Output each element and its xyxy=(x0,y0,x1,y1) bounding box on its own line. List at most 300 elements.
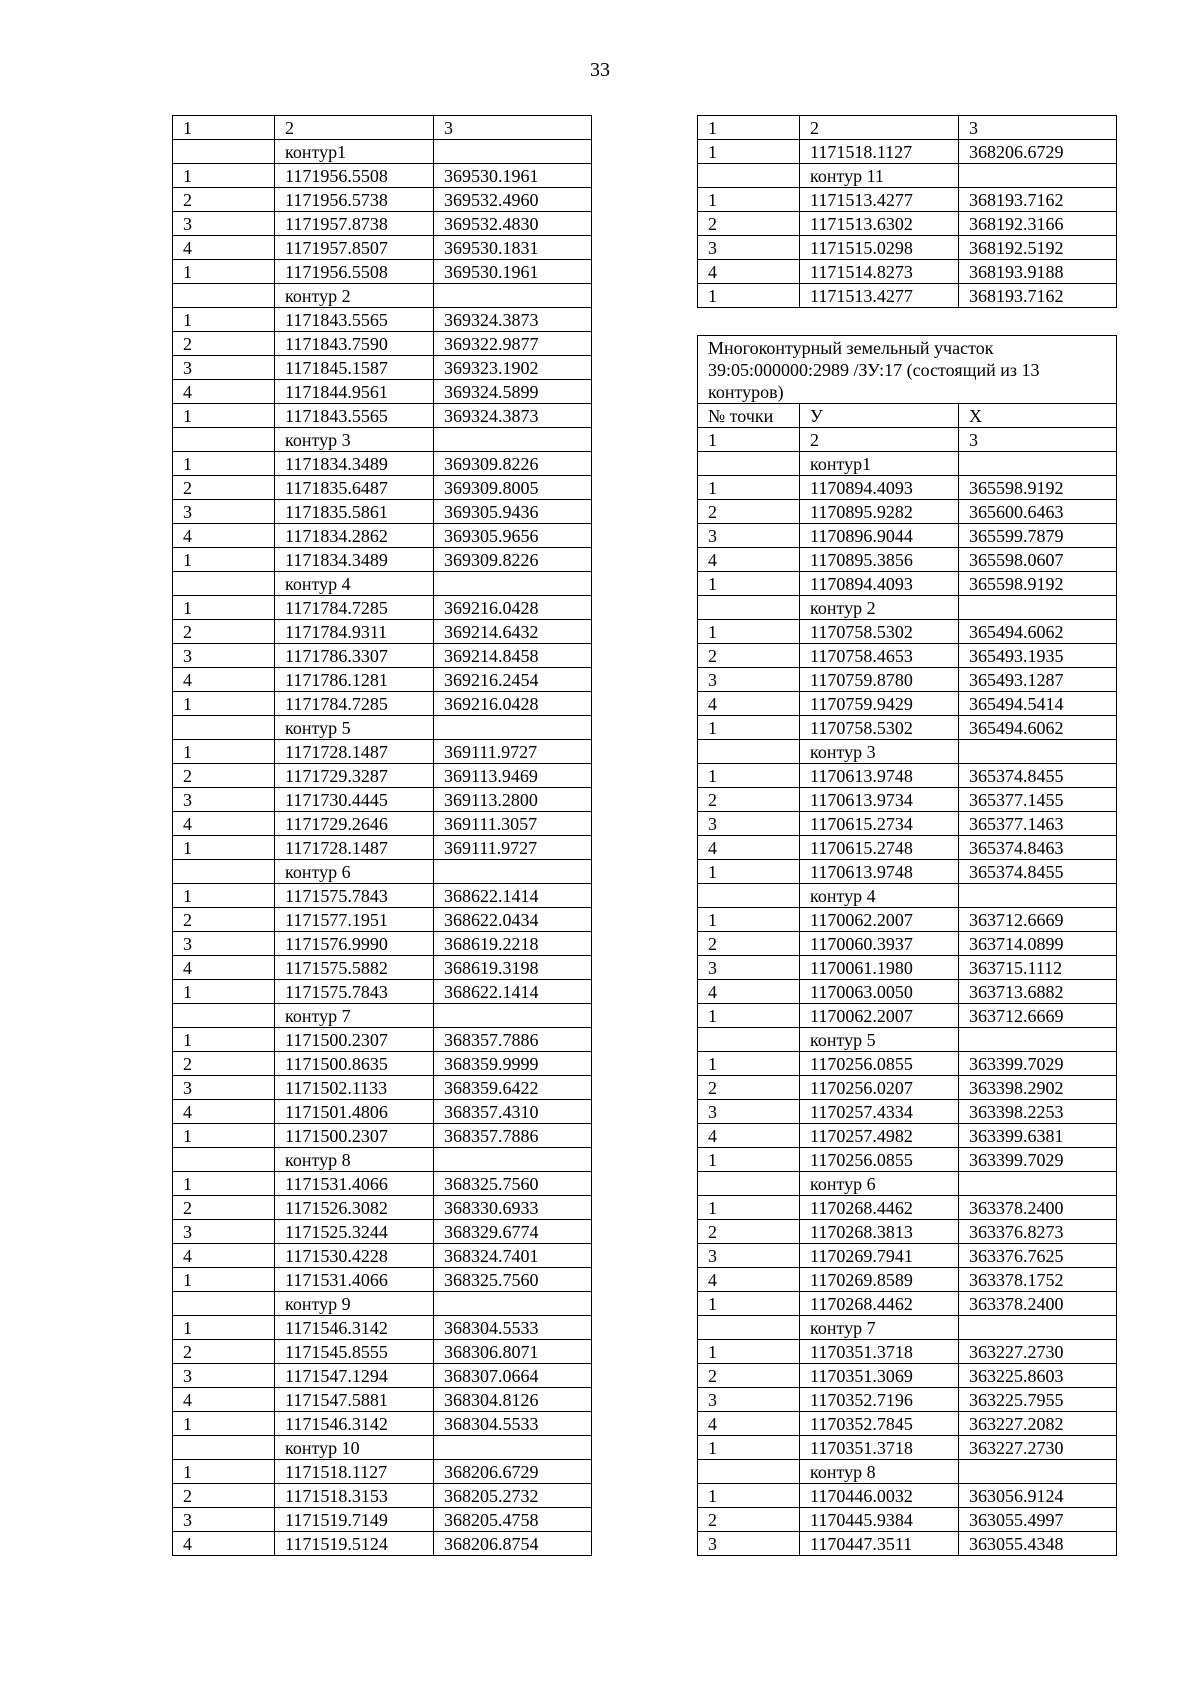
y-coordinate-cell: 1171518.1127 xyxy=(275,1460,434,1484)
point-number-cell xyxy=(698,164,800,188)
contour-label-row xyxy=(173,1004,592,1028)
table-row xyxy=(698,644,1117,668)
point-number-cell: 1 xyxy=(698,284,800,308)
y-coordinate-cell: контур 8 xyxy=(275,1148,434,1172)
x-coordinate-cell: 369113.2800 xyxy=(434,788,592,812)
contour-label-row xyxy=(173,1292,592,1316)
y-coordinate-cell: 1171786.3307 xyxy=(275,644,434,668)
point-number-cell: 3 xyxy=(698,1388,800,1412)
x-coordinate-cell: 369322.9877 xyxy=(434,332,592,356)
point-number-cell: 4 xyxy=(173,1532,275,1556)
x-coordinate-cell: 363378.2400 xyxy=(959,1196,1117,1220)
y-coordinate-cell: 1170256.0855 xyxy=(800,1148,959,1172)
table-row xyxy=(698,524,1117,548)
x-coordinate-cell: 368357.4310 xyxy=(434,1100,592,1124)
y-coordinate-cell: контур 6 xyxy=(275,860,434,884)
y-coordinate-cell: 1171500.8635 xyxy=(275,1052,434,1076)
y-coordinate-cell: 1170895.9282 xyxy=(800,500,959,524)
x-coordinate-cell: 363398.2253 xyxy=(959,1100,1117,1124)
table-row xyxy=(698,140,1117,164)
table-row xyxy=(698,500,1117,524)
table-row xyxy=(173,1388,592,1412)
y-coordinate-cell: 1171525.3244 xyxy=(275,1220,434,1244)
x-coordinate-cell: 365598.9192 xyxy=(959,572,1117,596)
table-row xyxy=(173,452,592,476)
y-coordinate-cell: 1171784.7285 xyxy=(275,596,434,620)
point-number-cell xyxy=(698,596,800,620)
table-row xyxy=(173,1220,592,1244)
x-coordinate-cell: 368304.8126 xyxy=(434,1388,592,1412)
table-row xyxy=(698,572,1117,596)
point-number-cell: 1 xyxy=(173,404,275,428)
point-number-cell: 1 xyxy=(698,1292,800,1316)
y-coordinate-cell: 1170268.4462 xyxy=(800,1292,959,1316)
table-row xyxy=(173,884,592,908)
table-row xyxy=(173,980,592,1004)
y-coordinate-cell: контур 2 xyxy=(800,596,959,620)
column-number-cell: 3 xyxy=(959,116,1117,140)
coordinates-table-right-continuation xyxy=(697,115,1117,308)
point-number-cell: 3 xyxy=(698,956,800,980)
x-coordinate-cell xyxy=(959,596,1117,620)
column-number-cell: 3 xyxy=(959,428,1117,452)
table-caption: Многоконтурный земельный участок 39:05:000000:2989 /ЗУ:17 (состоящий из 13 контуров) xyxy=(698,336,1117,404)
point-number-cell: 4 xyxy=(173,236,275,260)
y-coordinate-cell: 1171729.2646 xyxy=(275,812,434,836)
y-coordinate-cell: 1171546.3142 xyxy=(275,1316,434,1340)
table-row xyxy=(173,1052,592,1076)
table-row xyxy=(698,1412,1117,1436)
contour-label-row xyxy=(173,716,592,740)
x-coordinate-cell: 363399.6381 xyxy=(959,1124,1117,1148)
table-row xyxy=(173,1268,592,1292)
y-coordinate-cell: 1171729.3287 xyxy=(275,764,434,788)
table-row xyxy=(698,188,1117,212)
y-coordinate-cell: 1171519.5124 xyxy=(275,1532,434,1556)
table-row xyxy=(173,236,592,260)
x-coordinate-cell: 368619.2218 xyxy=(434,932,592,956)
x-coordinate-cell: 365598.0607 xyxy=(959,548,1117,572)
x-coordinate-cell xyxy=(959,164,1117,188)
table-row xyxy=(698,1340,1117,1364)
point-number-cell xyxy=(698,452,800,476)
y-coordinate-cell: 1171500.2307 xyxy=(275,1028,434,1052)
point-number-cell: 1 xyxy=(173,884,275,908)
y-coordinate-cell: 1170759.8780 xyxy=(800,668,959,692)
y-coordinate-cell: контур 4 xyxy=(275,572,434,596)
y-coordinate-cell: 1171518.3153 xyxy=(275,1484,434,1508)
y-coordinate-cell: 1170615.2748 xyxy=(800,836,959,860)
point-number-cell: 3 xyxy=(698,236,800,260)
x-coordinate-cell: 369214.6432 xyxy=(434,620,592,644)
table-row xyxy=(698,1052,1117,1076)
y-coordinate-cell: 1170351.3718 xyxy=(800,1436,959,1460)
column-number-cell: 2 xyxy=(800,428,959,452)
y-coordinate-cell: контур 10 xyxy=(275,1436,434,1460)
point-number-cell xyxy=(173,1004,275,1028)
point-number-cell: 4 xyxy=(173,668,275,692)
x-coordinate-cell: 365374.8463 xyxy=(959,836,1117,860)
y-coordinate-cell: 1171547.1294 xyxy=(275,1364,434,1388)
table-row xyxy=(698,1244,1117,1268)
x-coordinate-cell: 368193.9188 xyxy=(959,260,1117,284)
x-coordinate-cell: 369324.3873 xyxy=(434,404,592,428)
x-coordinate-cell xyxy=(434,1436,592,1460)
point-number-cell: 1 xyxy=(173,1028,275,1052)
table-row xyxy=(698,836,1117,860)
y-coordinate-cell: 1171531.4066 xyxy=(275,1172,434,1196)
table-row xyxy=(173,908,592,932)
table-row xyxy=(173,1028,592,1052)
y-coordinate-cell: 1171784.9311 xyxy=(275,620,434,644)
y-coordinate-cell: 1170613.9748 xyxy=(800,860,959,884)
table-caption-row xyxy=(698,336,1117,404)
x-coordinate-cell: 369216.0428 xyxy=(434,596,592,620)
table-row xyxy=(173,1412,592,1436)
x-coordinate-cell: 369305.9436 xyxy=(434,500,592,524)
table-row xyxy=(698,716,1117,740)
point-number-cell: 1 xyxy=(173,1268,275,1292)
point-number-cell: 2 xyxy=(698,1508,800,1532)
contour-label-row xyxy=(698,884,1117,908)
point-number-cell: 1 xyxy=(698,716,800,740)
table-row xyxy=(173,332,592,356)
x-coordinate-cell xyxy=(434,860,592,884)
y-coordinate-cell: 1171956.5738 xyxy=(275,188,434,212)
table-row xyxy=(173,1340,592,1364)
x-coordinate-cell: 368622.0434 xyxy=(434,908,592,932)
table-row xyxy=(173,1076,592,1100)
table-row xyxy=(173,1532,592,1556)
point-number-cell: 3 xyxy=(173,1220,275,1244)
point-number-cell: 4 xyxy=(173,1100,275,1124)
y-coordinate-cell: 1170268.3813 xyxy=(800,1220,959,1244)
y-coordinate-cell: 1171844.9561 xyxy=(275,380,434,404)
y-coordinate-cell: контур 5 xyxy=(275,716,434,740)
table-row xyxy=(698,1076,1117,1100)
column-number-cell: 1 xyxy=(173,116,275,140)
y-coordinate-cell: контур 3 xyxy=(800,740,959,764)
point-number-cell: 3 xyxy=(698,668,800,692)
y-coordinate-cell: 1171513.6302 xyxy=(800,212,959,236)
column-number-cell: 1 xyxy=(698,116,800,140)
column-title-cell: У xyxy=(800,404,959,428)
x-coordinate-cell: 369323.1902 xyxy=(434,356,592,380)
y-coordinate-cell: 1171500.2307 xyxy=(275,1124,434,1148)
x-coordinate-cell: 368306.8071 xyxy=(434,1340,592,1364)
table-row xyxy=(698,260,1117,284)
table-row xyxy=(173,1316,592,1340)
table-row xyxy=(173,524,592,548)
point-number-cell: 1 xyxy=(173,308,275,332)
x-coordinate-cell: 368193.7162 xyxy=(959,284,1117,308)
y-coordinate-cell: 1171957.8507 xyxy=(275,236,434,260)
column-number-row xyxy=(698,116,1117,140)
point-number-cell: 4 xyxy=(173,956,275,980)
point-number-cell: 2 xyxy=(173,476,275,500)
table-row xyxy=(698,908,1117,932)
y-coordinate-cell: 1171835.6487 xyxy=(275,476,434,500)
y-coordinate-cell: 1170615.2734 xyxy=(800,812,959,836)
y-coordinate-cell: 1171843.5565 xyxy=(275,404,434,428)
y-coordinate-cell: 1170895.3856 xyxy=(800,548,959,572)
contour-label-row xyxy=(173,860,592,884)
table-row xyxy=(698,1508,1117,1532)
y-coordinate-cell: 1171575.5882 xyxy=(275,956,434,980)
point-number-cell: 1 xyxy=(173,1316,275,1340)
y-coordinate-cell: 1170758.5302 xyxy=(800,620,959,644)
x-coordinate-cell: 365374.8455 xyxy=(959,860,1117,884)
y-coordinate-cell: 1171957.8738 xyxy=(275,212,434,236)
x-coordinate-cell: 368205.4758 xyxy=(434,1508,592,1532)
x-coordinate-cell: 363227.2082 xyxy=(959,1412,1117,1436)
x-coordinate-cell: 368324.7401 xyxy=(434,1244,592,1268)
y-coordinate-cell: 1171575.7843 xyxy=(275,980,434,1004)
point-number-cell: 2 xyxy=(698,644,800,668)
x-coordinate-cell xyxy=(434,716,592,740)
point-number-cell: 1 xyxy=(698,1340,800,1364)
contour-label-row xyxy=(698,740,1117,764)
point-number-cell: 1 xyxy=(173,452,275,476)
y-coordinate-cell: 1171518.1127 xyxy=(800,140,959,164)
x-coordinate-cell: 369324.5899 xyxy=(434,380,592,404)
y-coordinate-cell: 1171577.1951 xyxy=(275,908,434,932)
x-coordinate-cell xyxy=(434,1004,592,1028)
point-number-cell: 1 xyxy=(698,188,800,212)
column-number-cell: 1 xyxy=(698,428,800,452)
y-coordinate-cell: контур 6 xyxy=(800,1172,959,1196)
x-coordinate-cell xyxy=(959,740,1117,764)
y-coordinate-cell: контур 7 xyxy=(275,1004,434,1028)
x-coordinate-cell: 369111.9727 xyxy=(434,740,592,764)
table-row xyxy=(698,860,1117,884)
y-coordinate-cell: 1171513.4277 xyxy=(800,188,959,212)
table-row xyxy=(698,1100,1117,1124)
y-coordinate-cell: 1170758.4653 xyxy=(800,644,959,668)
table-row xyxy=(173,596,592,620)
table-row xyxy=(173,212,592,236)
x-coordinate-cell: 363399.7029 xyxy=(959,1052,1117,1076)
point-number-cell: 1 xyxy=(698,1484,800,1508)
point-number-cell: 1 xyxy=(698,1436,800,1460)
x-coordinate-cell: 363715.1112 xyxy=(959,956,1117,980)
x-coordinate-cell: 368359.6422 xyxy=(434,1076,592,1100)
table-row xyxy=(698,668,1117,692)
point-number-cell xyxy=(698,1028,800,1052)
y-coordinate-cell: контур1 xyxy=(275,140,434,164)
x-coordinate-cell: 365494.6062 xyxy=(959,620,1117,644)
table-row xyxy=(173,1484,592,1508)
table-row xyxy=(173,164,592,188)
point-number-cell: 1 xyxy=(173,1172,275,1196)
point-number-cell: 4 xyxy=(173,812,275,836)
y-coordinate-cell: 1171728.1487 xyxy=(275,740,434,764)
y-coordinate-cell: 1170613.9734 xyxy=(800,788,959,812)
column-titles-row xyxy=(698,404,1117,428)
table-row xyxy=(173,1100,592,1124)
table-row xyxy=(173,500,592,524)
point-number-cell: 3 xyxy=(173,932,275,956)
x-coordinate-cell: 363712.6669 xyxy=(959,1004,1117,1028)
table-row xyxy=(173,308,592,332)
y-coordinate-cell: 1171526.3082 xyxy=(275,1196,434,1220)
x-coordinate-cell xyxy=(434,572,592,596)
x-coordinate-cell: 368307.0664 xyxy=(434,1364,592,1388)
y-coordinate-cell: 1171545.8555 xyxy=(275,1340,434,1364)
y-coordinate-cell: 1170268.4462 xyxy=(800,1196,959,1220)
table-row xyxy=(173,740,592,764)
table-row xyxy=(698,1532,1117,1556)
point-number-cell: 4 xyxy=(173,380,275,404)
x-coordinate-cell: 363227.2730 xyxy=(959,1340,1117,1364)
x-coordinate-cell: 369113.9469 xyxy=(434,764,592,788)
point-number-cell: 3 xyxy=(173,1076,275,1100)
y-coordinate-cell: 1170062.2007 xyxy=(800,908,959,932)
contour-label-row xyxy=(698,452,1117,476)
point-number-cell: 1 xyxy=(698,572,800,596)
contour-label-row xyxy=(173,572,592,596)
table-row xyxy=(698,1148,1117,1172)
point-number-cell: 4 xyxy=(698,1268,800,1292)
point-number-cell: 3 xyxy=(698,524,800,548)
x-coordinate-cell xyxy=(959,884,1117,908)
point-number-cell: 1 xyxy=(173,260,275,284)
contour-label-row xyxy=(698,596,1117,620)
y-coordinate-cell: 1170256.0207 xyxy=(800,1076,959,1100)
x-coordinate-cell: 369324.3873 xyxy=(434,308,592,332)
x-coordinate-cell: 363398.2902 xyxy=(959,1076,1117,1100)
y-coordinate-cell: 1171730.4445 xyxy=(275,788,434,812)
y-coordinate-cell: 1171515.0298 xyxy=(800,236,959,260)
y-coordinate-cell: контур 7 xyxy=(800,1316,959,1340)
x-coordinate-cell: 369216.2454 xyxy=(434,668,592,692)
coordinates-table-left xyxy=(172,115,592,1556)
point-number-cell xyxy=(698,884,800,908)
point-number-cell: 4 xyxy=(698,1124,800,1148)
point-number-cell: 2 xyxy=(173,1340,275,1364)
column-title-cell: Х xyxy=(959,404,1117,428)
x-coordinate-cell: 368192.5192 xyxy=(959,236,1117,260)
x-coordinate-cell: 368205.2732 xyxy=(434,1484,592,1508)
y-coordinate-cell: 1171546.3142 xyxy=(275,1412,434,1436)
y-coordinate-cell: контур 11 xyxy=(800,164,959,188)
x-coordinate-cell: 368329.6774 xyxy=(434,1220,592,1244)
point-number-cell xyxy=(173,1292,275,1316)
x-coordinate-cell: 369309.8226 xyxy=(434,452,592,476)
x-coordinate-cell: 363055.4348 xyxy=(959,1532,1117,1556)
y-coordinate-cell: 1170446.0032 xyxy=(800,1484,959,1508)
y-coordinate-cell: 1170256.0855 xyxy=(800,1052,959,1076)
x-coordinate-cell: 363376.8273 xyxy=(959,1220,1117,1244)
y-coordinate-cell: 1171786.1281 xyxy=(275,668,434,692)
table-row xyxy=(698,1364,1117,1388)
point-number-cell: 1 xyxy=(698,1052,800,1076)
x-coordinate-cell: 363399.7029 xyxy=(959,1148,1117,1172)
x-coordinate-cell: 368304.5533 xyxy=(434,1316,592,1340)
point-number-cell: 1 xyxy=(173,596,275,620)
point-number-cell: 3 xyxy=(173,788,275,812)
point-number-cell: 1 xyxy=(173,548,275,572)
table-row xyxy=(173,380,592,404)
y-coordinate-cell: 1170257.4982 xyxy=(800,1124,959,1148)
x-coordinate-cell xyxy=(959,1172,1117,1196)
point-number-cell: 2 xyxy=(173,1484,275,1508)
table-row xyxy=(173,764,592,788)
point-number-cell xyxy=(173,1148,275,1172)
point-number-cell: 3 xyxy=(173,356,275,380)
point-number-cell: 2 xyxy=(698,500,800,524)
table-row xyxy=(173,1364,592,1388)
x-coordinate-cell: 369216.0428 xyxy=(434,692,592,716)
y-coordinate-cell: 1170896.9044 xyxy=(800,524,959,548)
table-row xyxy=(173,356,592,380)
y-coordinate-cell: 1170351.3718 xyxy=(800,1340,959,1364)
x-coordinate-cell: 368192.3166 xyxy=(959,212,1117,236)
table-row xyxy=(698,1268,1117,1292)
point-number-cell xyxy=(173,716,275,740)
table-row xyxy=(173,836,592,860)
table-row xyxy=(698,548,1117,572)
y-coordinate-cell: 1170269.8589 xyxy=(800,1268,959,1292)
y-coordinate-cell: 1171530.4228 xyxy=(275,1244,434,1268)
contour-label-row xyxy=(173,284,592,308)
point-number-cell: 1 xyxy=(698,764,800,788)
point-number-cell: 4 xyxy=(173,524,275,548)
y-coordinate-cell: 1170257.4334 xyxy=(800,1100,959,1124)
table-row xyxy=(698,692,1117,716)
point-number-cell xyxy=(698,740,800,764)
x-coordinate-cell: 368206.8754 xyxy=(434,1532,592,1556)
column-number-cell: 2 xyxy=(275,116,434,140)
table-row xyxy=(173,692,592,716)
y-coordinate-cell: 1171835.5861 xyxy=(275,500,434,524)
point-number-cell: 3 xyxy=(173,1508,275,1532)
point-number-cell: 4 xyxy=(698,836,800,860)
point-number-cell: 2 xyxy=(698,1076,800,1100)
y-coordinate-cell: контур 2 xyxy=(275,284,434,308)
y-coordinate-cell: контур 5 xyxy=(800,1028,959,1052)
y-coordinate-cell: 1170759.9429 xyxy=(800,692,959,716)
y-coordinate-cell: 1171843.7590 xyxy=(275,332,434,356)
point-number-cell xyxy=(173,860,275,884)
coordinates-table-right-zu17 xyxy=(697,335,1117,1556)
table-row xyxy=(173,404,592,428)
contour-label-row xyxy=(173,428,592,452)
table-row xyxy=(173,1244,592,1268)
point-number-cell: 3 xyxy=(173,500,275,524)
contour-label-row xyxy=(698,1316,1117,1340)
point-number-cell: 1 xyxy=(698,1148,800,1172)
point-number-cell: 2 xyxy=(173,620,275,644)
contour-label-row xyxy=(698,1172,1117,1196)
table-row xyxy=(698,980,1117,1004)
x-coordinate-cell: 368330.6933 xyxy=(434,1196,592,1220)
y-coordinate-cell: 1170060.3937 xyxy=(800,932,959,956)
x-coordinate-cell: 365494.5414 xyxy=(959,692,1117,716)
y-coordinate-cell: 1171513.4277 xyxy=(800,284,959,308)
y-coordinate-cell: 1171845.1587 xyxy=(275,356,434,380)
point-number-cell: 3 xyxy=(173,644,275,668)
point-number-cell: 1 xyxy=(698,860,800,884)
table-row xyxy=(698,1004,1117,1028)
x-coordinate-cell: 369530.1831 xyxy=(434,236,592,260)
x-coordinate-cell: 369305.9656 xyxy=(434,524,592,548)
y-coordinate-cell: 1171834.3489 xyxy=(275,548,434,572)
table-row xyxy=(173,956,592,980)
x-coordinate-cell: 369111.9727 xyxy=(434,836,592,860)
x-coordinate-cell: 363714.0899 xyxy=(959,932,1117,956)
y-coordinate-cell: 1171501.4806 xyxy=(275,1100,434,1124)
